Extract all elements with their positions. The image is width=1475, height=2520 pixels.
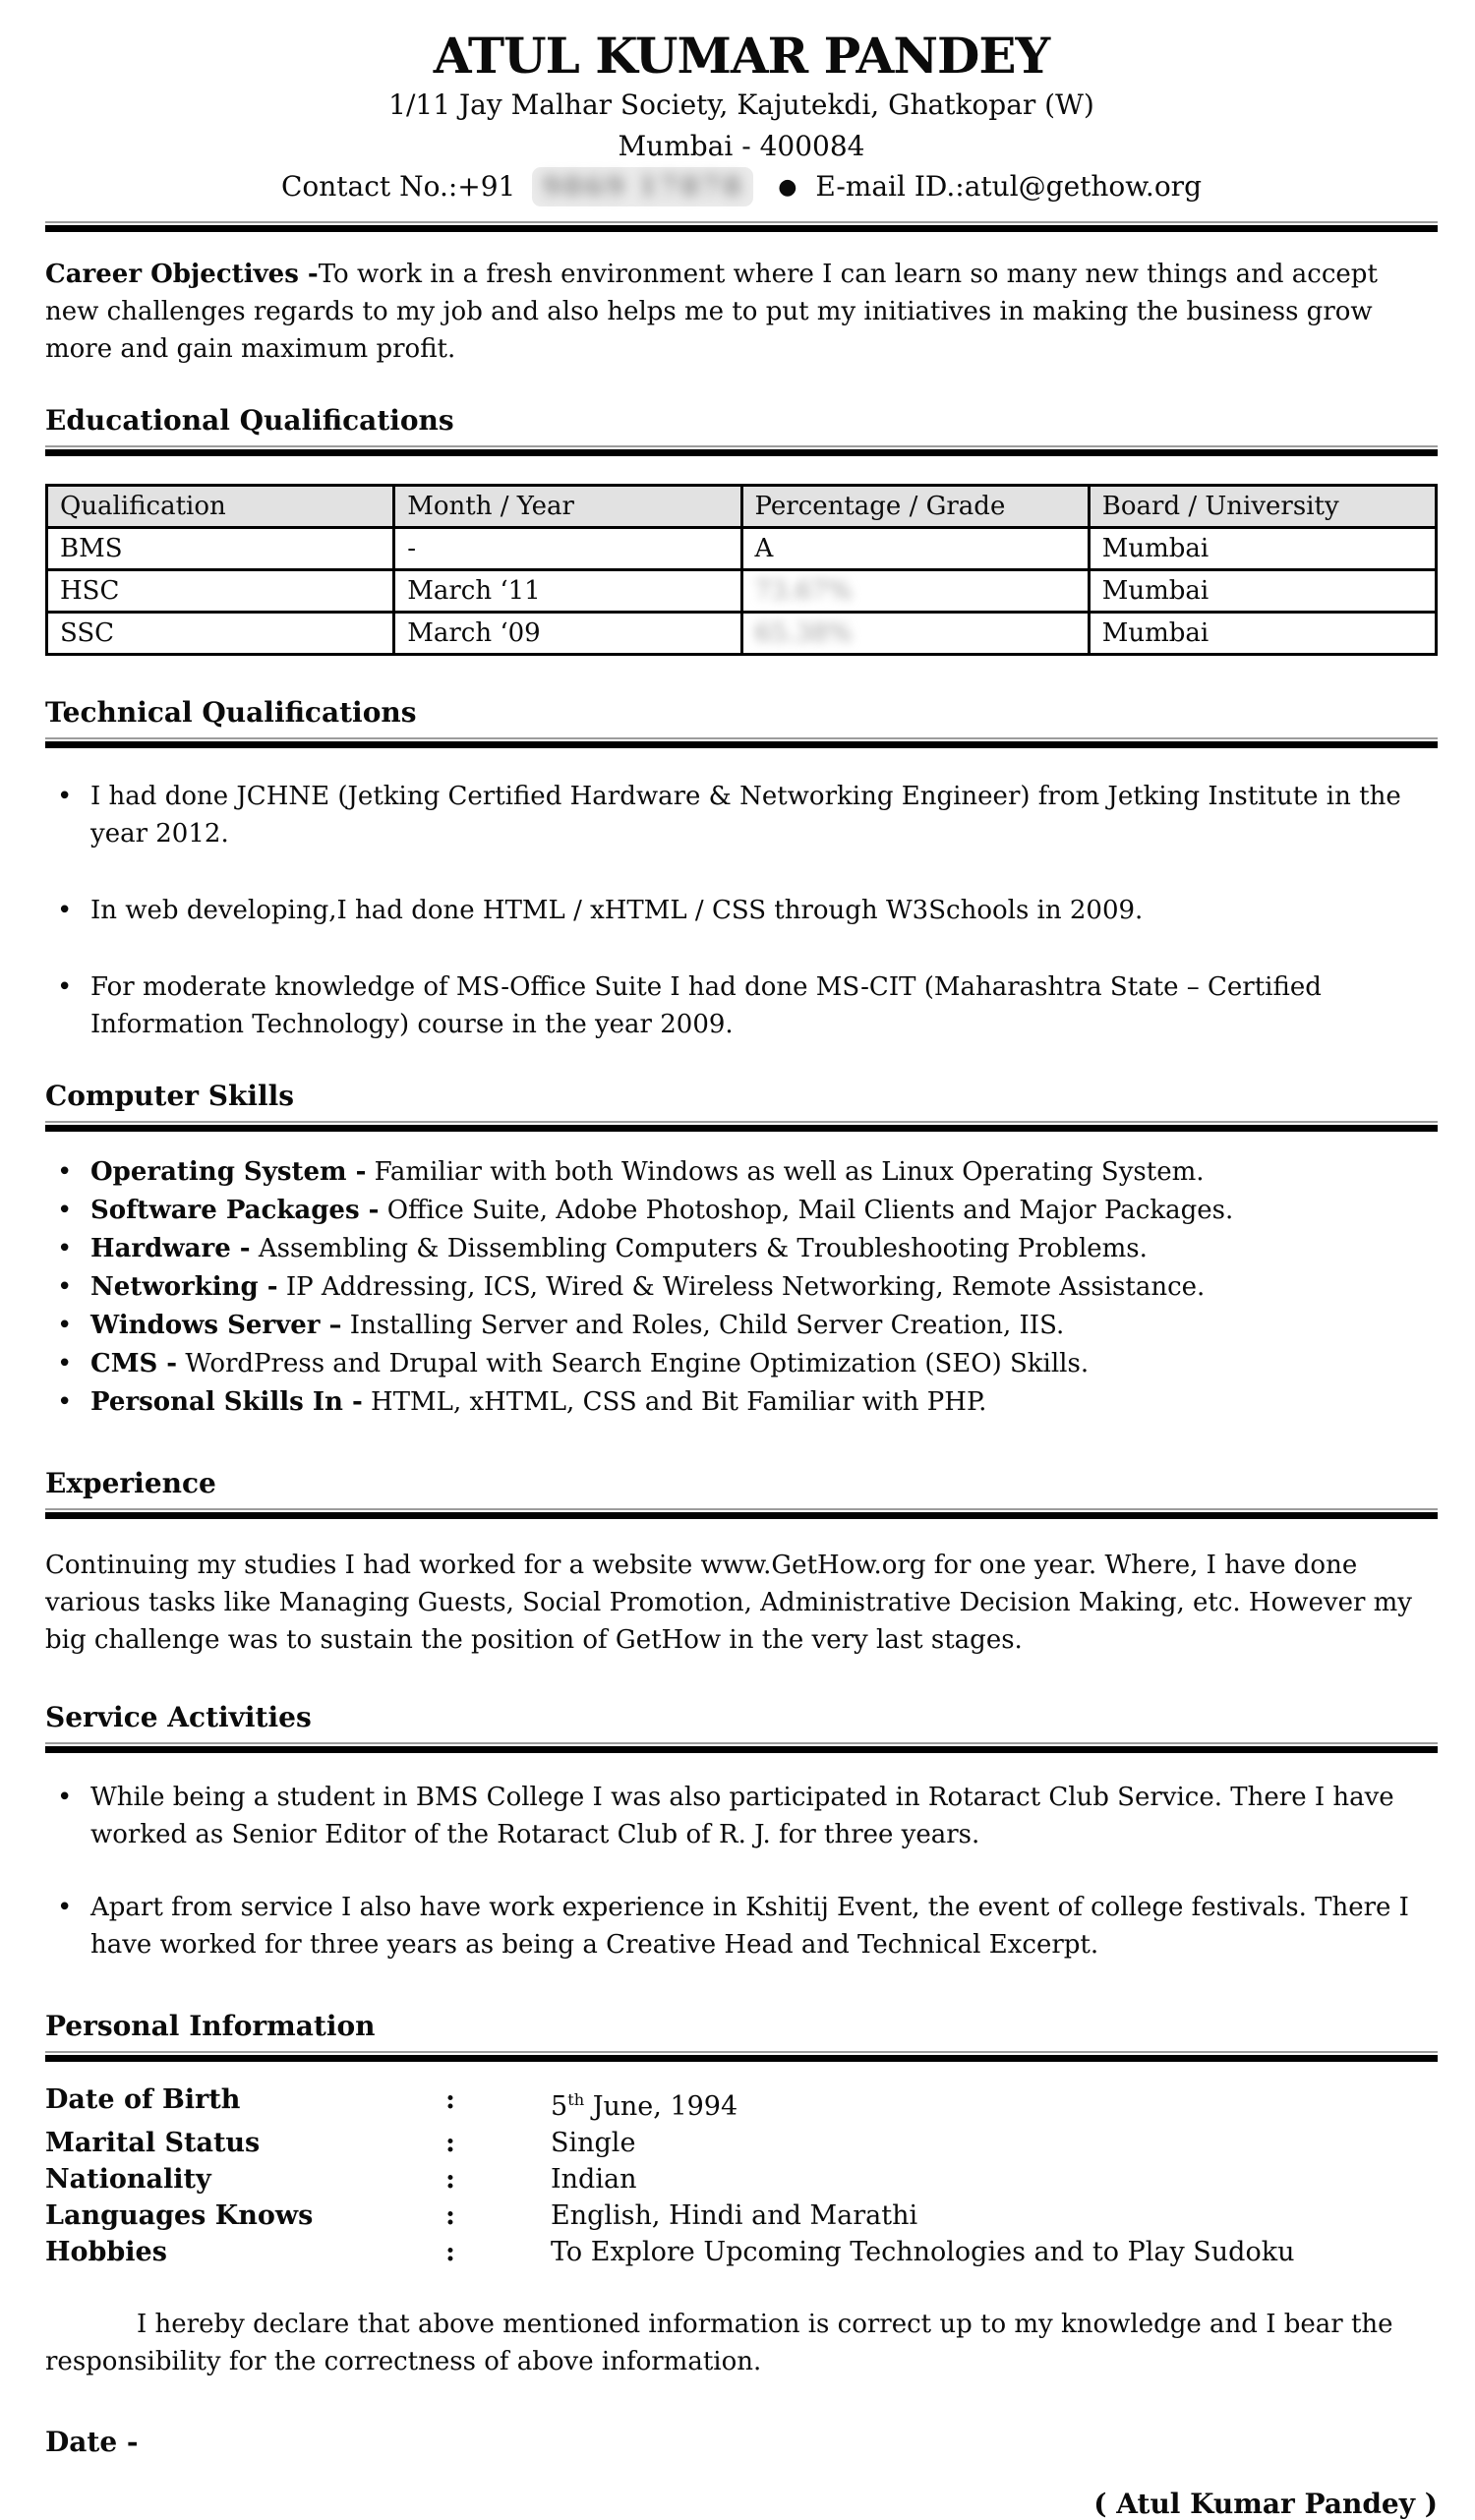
phone-number-blurred-text: 9869 17878	[542, 170, 744, 203]
personal-label: Nationality	[45, 2164, 211, 2195]
bullet-icon: •	[57, 1272, 73, 1302]
personal-value: Single	[551, 2128, 636, 2158]
dob-rest: June, 1994	[584, 2091, 738, 2122]
skill-label: Networking -	[90, 1272, 278, 1302]
personal-row-date-of-birth	[45, 2081, 1438, 2125]
educational-qualifications-heading: Educational Qualifications	[45, 404, 454, 437]
contact-line	[45, 167, 1438, 207]
skill-label: Personal Skills In -	[90, 1387, 363, 1417]
list-item	[45, 1779, 1438, 1853]
personal-label: Hobbies	[45, 2237, 167, 2267]
section-educational-qualifications	[45, 403, 1438, 656]
cell-grade	[741, 570, 1089, 613]
list-item	[45, 1345, 1438, 1382]
personal-label: Marital Status	[45, 2128, 261, 2158]
personal-value	[551, 2081, 1438, 2125]
list-item-text: For moderate knowledge of MS-Office Suite I had done MS-CIT (Maharashtra State – Certified Information Technology) course in the year 2009.	[90, 972, 1322, 1039]
skill-label: Hardware -	[90, 1234, 251, 1263]
education-table	[45, 484, 1438, 656]
colon-separator: :	[445, 2084, 455, 2115]
cell-month-year: March ‘11	[394, 570, 741, 613]
skill-label: Operating System -	[90, 1157, 367, 1187]
bullet-icon: •	[57, 1196, 73, 1225]
cell-month-year: March ‘09	[394, 613, 741, 655]
bullet-icon: •	[57, 1387, 73, 1417]
bullet-icon: •	[57, 1893, 73, 1922]
signature-name: ( Atul Kumar Pandey )	[1093, 2488, 1438, 2520]
section-divider	[45, 2051, 1438, 2062]
colon-separator: :	[445, 2128, 455, 2158]
personal-row-languages	[45, 2198, 1438, 2234]
skill-text: WordPress and Drupal with Search Engine Optimization (SEO) Skills.	[177, 1349, 1090, 1378]
skill-text: Office Suite, Adobe Photoshop, Mail Clients and Major Packages.	[379, 1196, 1234, 1225]
document-header	[45, 29, 1438, 207]
technical-qualifications-heading: Technical Qualifications	[45, 696, 417, 729]
cell-grade: A	[741, 528, 1089, 570]
section-divider	[45, 1508, 1438, 1519]
column-month-year: Month / Year	[394, 486, 741, 528]
phone-number-redacted	[532, 167, 753, 206]
career-objectives-paragraph	[45, 256, 1438, 368]
personal-label: Languages Knows	[45, 2200, 314, 2231]
cell-qualification: HSC	[47, 570, 394, 613]
column-qualification: Qualification	[47, 486, 394, 528]
colon-separator: :	[445, 2200, 455, 2231]
list-item	[45, 1889, 1438, 1963]
list-item	[45, 968, 1438, 1043]
header-divider	[45, 221, 1438, 232]
cell-month-year: -	[394, 528, 741, 570]
skill-text: IP Addressing, ICS, Wired & Wireless Networking, Remote Assistance.	[277, 1272, 1206, 1302]
section-personal-information	[45, 2009, 1438, 2270]
cell-qualification: BMS	[47, 528, 394, 570]
skill-label: Software Packages -	[90, 1196, 380, 1225]
personal-information-heading: Personal Information	[45, 2010, 376, 2042]
table-row	[47, 570, 1437, 613]
personal-value: Indian	[551, 2164, 637, 2195]
section-technical-qualifications	[45, 695, 1438, 1043]
dob-day: 5	[551, 2091, 568, 2122]
column-board-university: Board / University	[1089, 486, 1436, 528]
personal-value: English, Hindi and Marathi	[551, 2200, 918, 2231]
personal-information-rows	[45, 2081, 1438, 2270]
list-item	[45, 1153, 1438, 1191]
column-percentage-grade: Percentage / Grade	[741, 486, 1089, 528]
table-row	[47, 528, 1437, 570]
grade-blurred-text: 73.67%	[754, 576, 853, 606]
dob-ordinal-suffix: th	[567, 2090, 585, 2109]
education-table-header-row	[47, 486, 1437, 528]
list-item	[45, 1268, 1438, 1306]
cell-board: Mumbai	[1089, 528, 1436, 570]
technical-qualifications-list	[45, 778, 1438, 1043]
cell-grade	[741, 613, 1089, 655]
computer-skills-heading: Computer Skills	[45, 1080, 295, 1112]
colon-separator: :	[445, 2164, 455, 2195]
section-computer-skills	[45, 1079, 1438, 1421]
bullet-icon: •	[57, 1234, 73, 1263]
skill-text: Familiar with both Windows as well as Linux Operating System.	[366, 1157, 1205, 1187]
list-item	[45, 892, 1438, 929]
cell-board: Mumbai	[1089, 570, 1436, 613]
personal-row-nationality	[45, 2161, 1438, 2198]
list-item-text: Apart from service I also have work experience in Kshitij Event, the event of college festivals. There I have worked for three years as being a Creative Head and Technical Excerpt.	[90, 1893, 1409, 1960]
personal-value: To Explore Upcoming Technologies and to Play Sudoku	[551, 2237, 1295, 2267]
personal-label: Date of Birth	[45, 2084, 241, 2115]
table-row	[47, 613, 1437, 655]
list-item-text: In web developing,I had done HTML / xHTML / CSS through W3Schools in 2009.	[90, 896, 1144, 925]
service-activities-heading: Service Activities	[45, 1701, 312, 1733]
cell-board: Mumbai	[1089, 613, 1436, 655]
experience-heading: Experience	[45, 1467, 216, 1499]
section-experience	[45, 1466, 1438, 1659]
person-name: ATUL KUMAR PANDEY	[433, 27, 1050, 85]
list-item	[45, 778, 1438, 852]
skill-text: HTML, xHTML, CSS and Bit Familiar with PHP.	[362, 1387, 987, 1417]
computer-skills-list	[45, 1153, 1438, 1421]
bullet-icon: •	[57, 1157, 73, 1187]
email-text: E-mail ID.:atul@gethow.org	[815, 170, 1202, 203]
address-line-1: 1/11 Jay Malhar Society, Kajutekdi, Ghatkopar (W)	[388, 88, 1094, 121]
career-objectives-text: To work in a fresh environment where I can learn so many new things and accept new challenges regards to my job and also helps me to put my initiatives in making the business grow more and gain maximum profit.	[45, 260, 1378, 364]
list-item-text: I had done JCHNE (Jetking Certified Hardware & Networking Engineer) from Jetking Institute in the year 2012.	[90, 782, 1401, 849]
service-activities-list	[45, 1779, 1438, 1963]
career-objectives-label: Career Objectives -	[45, 260, 319, 289]
bullet-icon: •	[57, 1311, 73, 1340]
experience-paragraph: Continuing my studies I had worked for a website www.GetHow.org for one year. Where, I have done various tasks like Managing Guests, Social Promotion, Administrative Decision Making, etc. However my big challenge was to sustain the position of GetHow in the very last stages.	[45, 1551, 1412, 1655]
bullet-icon: •	[57, 972, 73, 1002]
skill-label: CMS -	[90, 1349, 178, 1378]
bullet-icon: •	[57, 782, 73, 811]
date-label: Date -	[45, 2426, 139, 2458]
skill-label: Windows Server –	[90, 1311, 342, 1340]
bullet-separator-icon: ●	[778, 175, 797, 200]
section-divider	[45, 1121, 1438, 1132]
list-item	[45, 1192, 1438, 1229]
section-service-activities	[45, 1700, 1438, 1963]
address-line-2: Mumbai - 400084	[618, 130, 865, 162]
colon-separator: :	[445, 2237, 455, 2267]
section-divider	[45, 737, 1438, 748]
section-divider	[45, 1742, 1438, 1753]
bullet-icon: •	[57, 896, 73, 925]
section-divider	[45, 445, 1438, 456]
personal-row-hobbies	[45, 2234, 1438, 2270]
skill-text: Assembling & Dissembling Computers & Troubleshooting Problems.	[250, 1234, 1148, 1263]
grade-blurred-text: 65.38%	[754, 618, 853, 648]
contact-label: Contact No.:+91	[280, 170, 516, 203]
bullet-icon: •	[57, 1783, 73, 1812]
bullet-icon: •	[57, 1349, 73, 1378]
cell-qualification: SSC	[47, 613, 394, 655]
list-item-text: While being a student in BMS College I was also participated in Rotaract Club Service. There I have worked as Senior Editor of the Rotaract Club of R. J. for three years.	[90, 1783, 1394, 1849]
list-item	[45, 1230, 1438, 1267]
personal-row-marital-status	[45, 2125, 1438, 2161]
list-item	[45, 1383, 1438, 1421]
declaration-paragraph: I hereby declare that above mentioned information is correct up to my knowledge and I bear the responsibility for the correctness of above information.	[45, 2310, 1393, 2376]
list-item	[45, 1307, 1438, 1344]
skill-text: Installing Server and Roles, Child Server Creation, IIS.	[341, 1311, 1065, 1340]
